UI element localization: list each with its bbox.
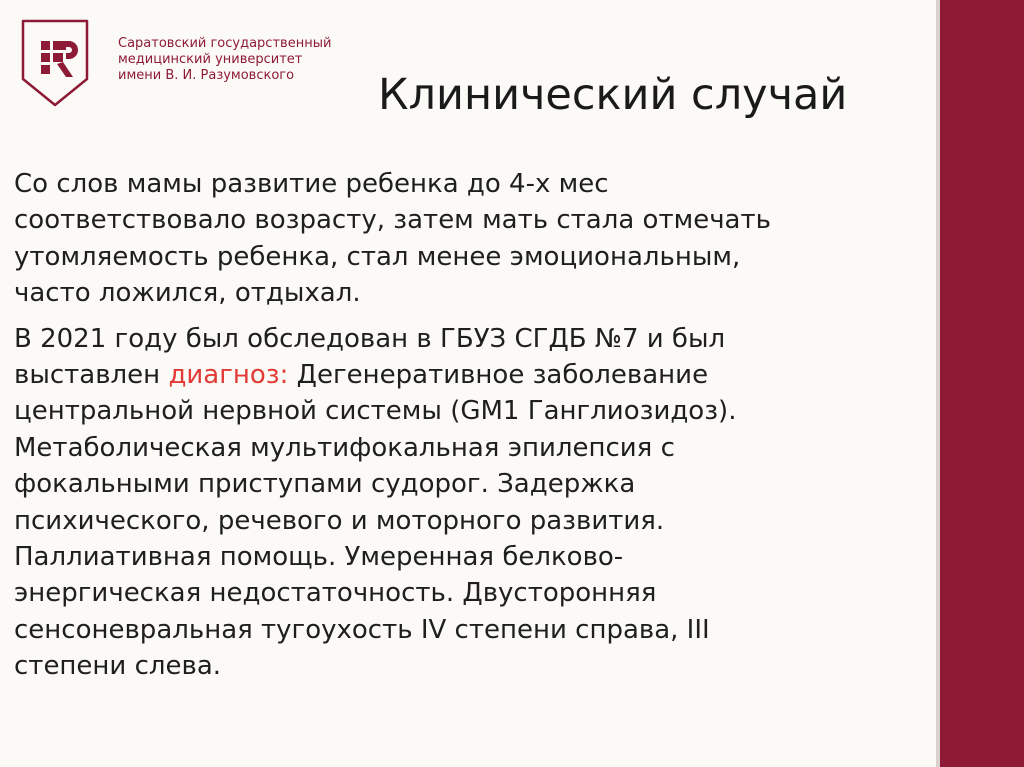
university-name-line: Саратовский государственный [118,36,332,51]
text-fragment: выставлен [14,360,169,391]
right-decor-stripe [940,0,1024,767]
text-line: энергическая недостаточность. Двусторонняя [14,578,657,609]
slide-content [14,166,914,685]
slide-title: Клинический случай [378,70,848,120]
anamnesis-paragraph [14,166,914,312]
text-line: часто ложился, отдыхал. [14,278,361,309]
diagnosis-paragraph [14,321,914,685]
text-line: степени слева. [14,651,222,682]
text-line: центральной нервной системы (GM1 Ганглиозидоз). [14,396,737,427]
text-line: Паллиативная помощь. Умеренная белково- [14,542,624,573]
university-name-line: имени В. И. Разумовского [118,68,295,83]
text-line [14,357,914,393]
text-line: Метаболическая мультифокальная эпилепсия с [14,432,675,463]
text-line: В 2021 году был обследован в ГБУЗ СГДБ №7 и был [14,323,726,354]
text-line: соответствовало возрасту, затем мать стала отмечать [14,205,771,236]
university-name-line: медицинский университет [118,52,303,67]
text-line: сенсоневральная тугоухость IV степени справа, III [14,614,710,645]
text-line: утомляемость ребенка, стал менее эмоциональным, [14,241,741,272]
university-logo-icon [17,17,93,109]
text-line: психического, речевого и моторного развития. [14,505,665,536]
text-line: фокальными приступами судорог. Задержка [14,469,636,500]
diagnosis-label: диагноз: [168,360,289,391]
text-line: Со слов мамы развитие ребенка до 4-х мес [14,169,609,199]
text-fragment: Дегенеративное заболевание [288,360,709,391]
university-name [118,36,331,84]
